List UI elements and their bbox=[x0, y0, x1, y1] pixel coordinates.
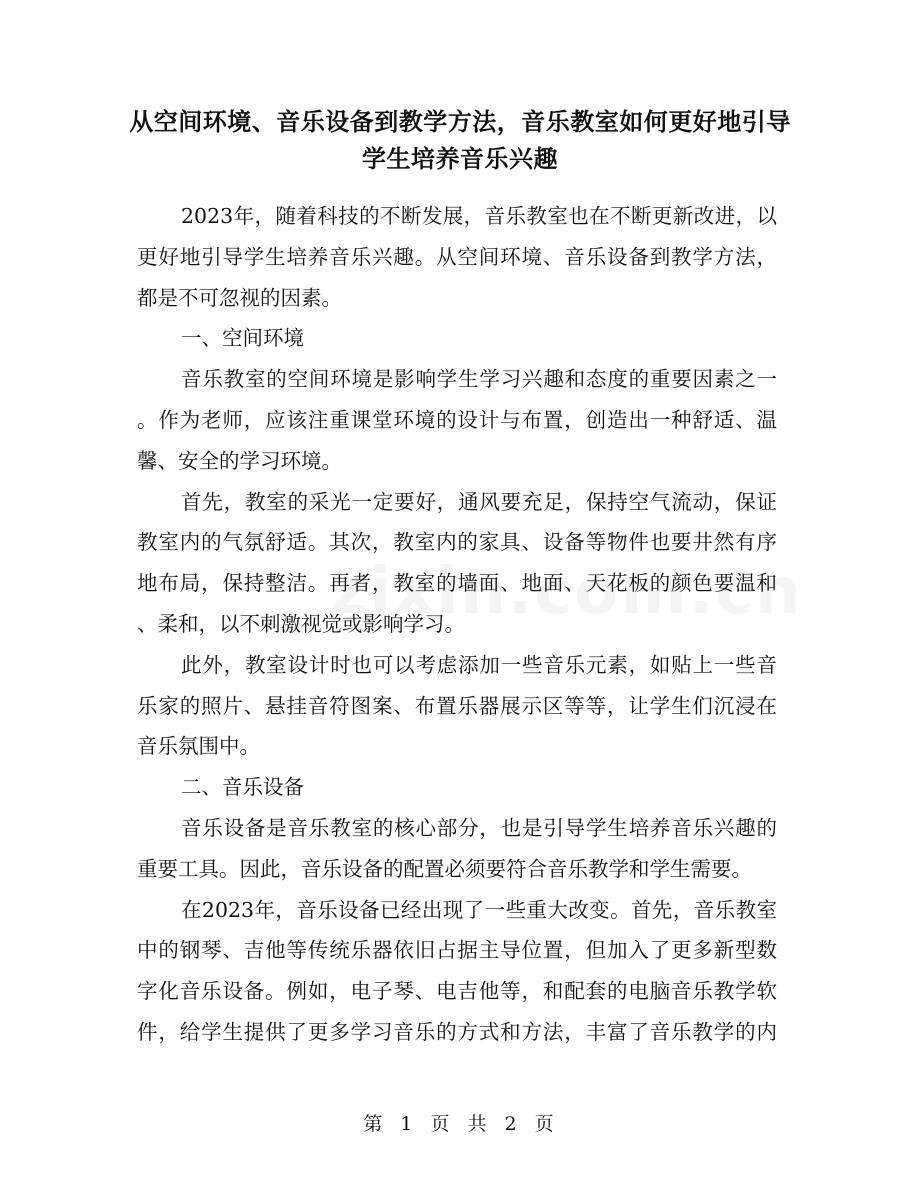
paragraph-line: 乐家的照片、悬挂音符图案、布置乐器展示区等等，让学生们沉浸在 bbox=[137, 693, 777, 718]
document-body bbox=[137, 196, 777, 1053]
paragraph-line: 更好地引导学生培养音乐兴趣。从空间环境、音乐设备到教学方法， bbox=[137, 244, 777, 269]
paragraph-line: 、柔和，以不刺激视觉或影响学习。 bbox=[137, 611, 465, 636]
paragraph-line: 教室内的气氛舒适。其次，教室内的家具、设备等物件也要井然有序 bbox=[137, 530, 777, 555]
paragraph-line: 音乐设备是音乐教室的核心部分，也是引导学生培养音乐兴趣的 bbox=[181, 815, 777, 840]
paragraph-line: 首先，教室的采光一定要好，通风要充足，保持空气流动，保证 bbox=[181, 489, 777, 514]
paragraph-line: 字化音乐设备。例如，电子琴、电吉他等，和配套的电脑音乐教学软 bbox=[137, 979, 777, 1004]
paragraph-line: 地布局，保持整洁。再者，教室的墙面、地面、天花板的颜色要温和 bbox=[137, 571, 777, 596]
title-line: 学生培养音乐兴趣 bbox=[362, 145, 558, 173]
paragraph-line: 馨、安全的学习环境。 bbox=[137, 448, 342, 473]
paragraph-line: 中的钢琴、吉他等传统乐器依旧占据主导位置，但加入了更多新型数 bbox=[137, 938, 777, 963]
paragraph-line: 音乐教室的空间环境是影响学生学习兴趣和态度的重要因素之一 bbox=[181, 367, 777, 392]
paragraph-line: 此外，教室设计时也可以考虑添加一些音乐元素，如贴上一些音 bbox=[181, 652, 777, 677]
paragraph-line: 件，给学生提供了更多学习音乐的方式和方法，丰富了音乐教学的内 bbox=[137, 1019, 777, 1044]
section-heading: 二、音乐设备 bbox=[181, 775, 304, 800]
section-heading: 一、空间环境 bbox=[181, 326, 304, 351]
paragraph-line: 。作为老师，应该注重课堂环境的设计与布置，创造出一种舒适、温 bbox=[137, 407, 777, 432]
title-line: 从空间环境、音乐设备到教学方法，音乐教室如何更好地引导 bbox=[129, 108, 791, 136]
paragraph-line: 音乐氛围中。 bbox=[137, 734, 260, 759]
paragraph-line: 在2023年，音乐设备已经出现了一些重大改变。首先，音乐教室 bbox=[181, 897, 777, 922]
page-footer: 第 1 页 共 2 页 bbox=[363, 1113, 557, 1135]
paragraph-line: 都是不可忽视的因素。 bbox=[137, 285, 342, 310]
paragraph-line: 重要工具。因此，音乐设备的配置必须要符合音乐教学和学生需要。 bbox=[137, 856, 752, 881]
paragraph-line: 2023年，随着科技的不断发展，音乐教室也在不断更新改进，以 bbox=[181, 204, 777, 228]
document-title bbox=[120, 104, 800, 178]
